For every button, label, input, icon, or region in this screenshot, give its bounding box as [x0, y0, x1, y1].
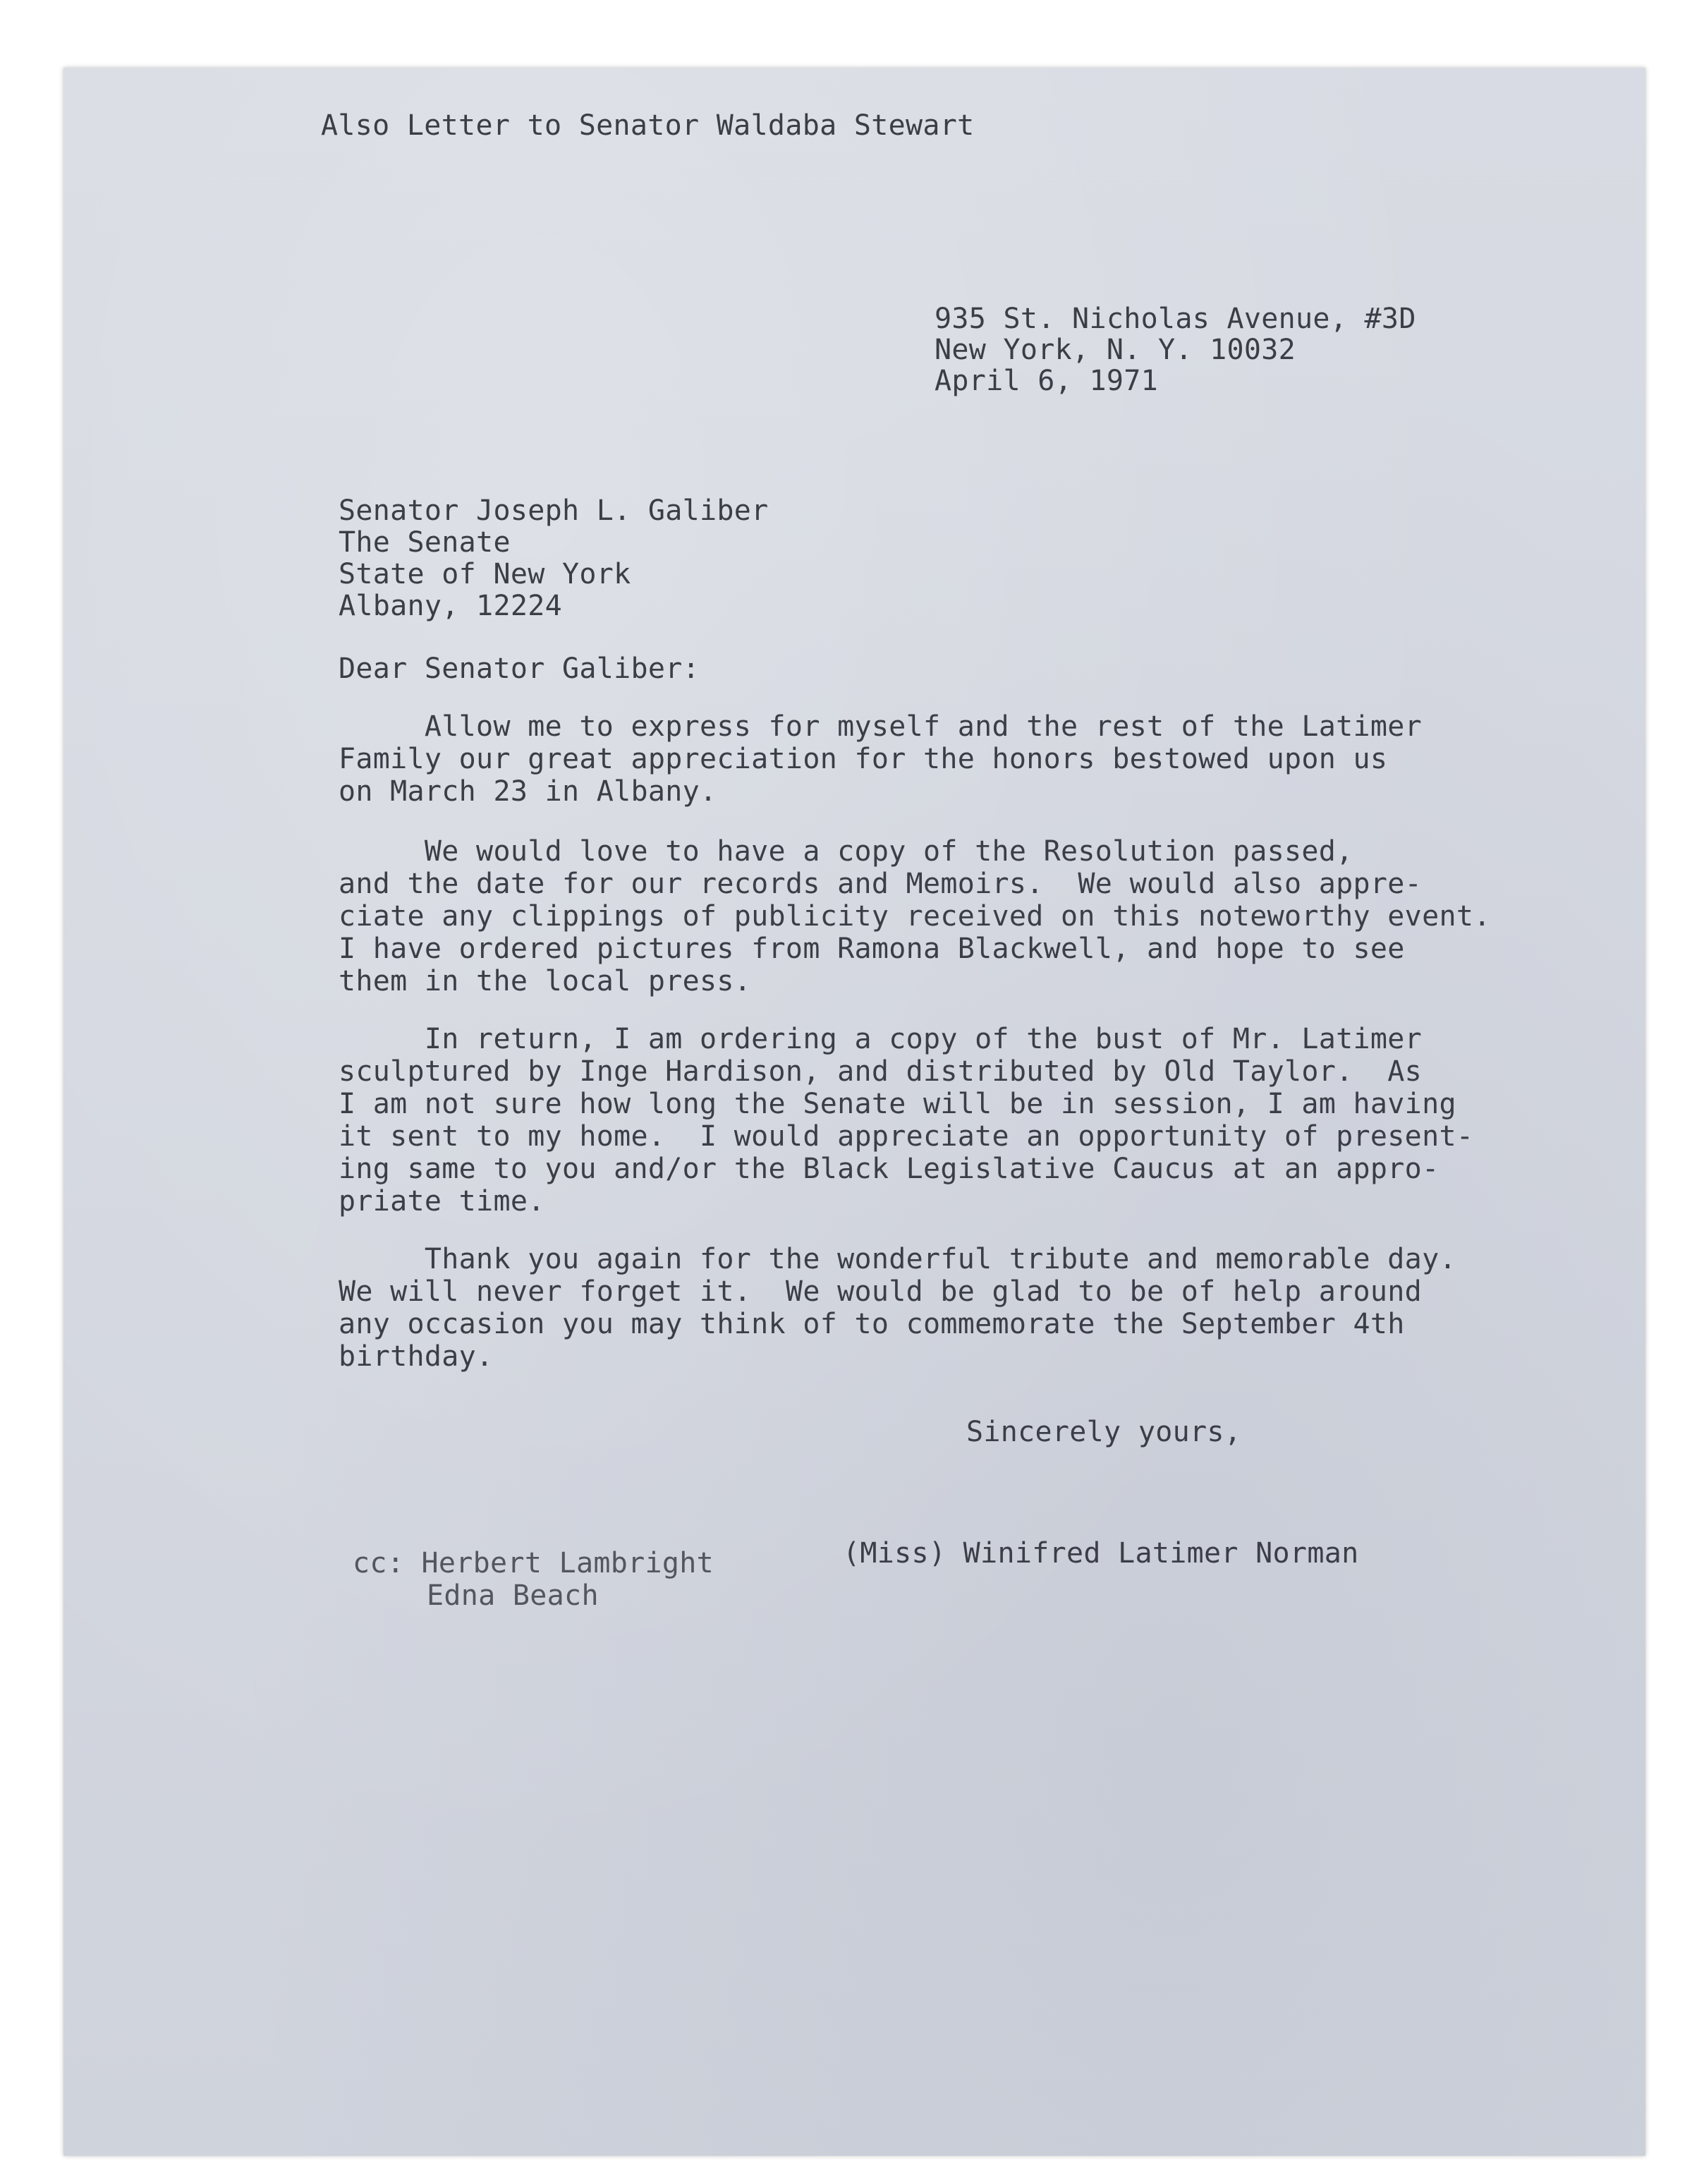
body-line: I have ordered pictures from Ramona Blackwell, and hope to see [339, 933, 1405, 965]
closing: Sincerely yours, [966, 1416, 1242, 1448]
cc-line-1: cc: Herbert Lambright [353, 1547, 714, 1579]
body-line: it sent to my home. I would appreciate an opportunity of present- [339, 1120, 1474, 1153]
sender-address-line-2: New York, N. Y. 10032 [935, 334, 1296, 366]
signature-name: (Miss) Winifred Latimer Norman [843, 1537, 1359, 1570]
recipient-line-2: The Senate [339, 526, 511, 559]
recipient-line-1: Senator Joseph L. Galiber [339, 495, 769, 527]
body-line: ing same to you and/or the Black Legislative Caucus at an appro- [339, 1153, 1440, 1185]
body-line: ciate any clippings of publicity received on this noteworthy event. [339, 900, 1491, 933]
body-line: Thank you again for the wonderful tribute and memorable day. [339, 1243, 1456, 1275]
recipient-line-4: Albany, 12224 [339, 590, 562, 622]
cc-line-2: Edna Beach [427, 1579, 599, 1612]
body-line: We will never forget it. We would be glad to be of help around [339, 1275, 1423, 1308]
body-line: Allow me to express for myself and the rest of the Latimer [339, 710, 1423, 743]
letter-date: April 6, 1971 [935, 365, 1158, 397]
body-line: birthday. [339, 1340, 494, 1373]
body-line: any occasion you may think of to commemorate the September 4th [339, 1308, 1405, 1340]
salutation: Dear Senator Galiber: [339, 653, 700, 685]
body-line: sculptured by Inge Hardison, and distributed by Old Taylor. As [339, 1055, 1423, 1088]
body-line: I am not sure how long the Senate will be in session, I am having [339, 1088, 1456, 1120]
body-line: Family our great appreciation for the honors bestowed upon us [339, 743, 1388, 775]
recipient-line-3: State of New York [339, 558, 631, 590]
body-line: on March 23 in Albany. [339, 775, 717, 808]
header-note: Also Letter to Senator Waldaba Stewart [321, 109, 975, 142]
body-line: and the date for our records and Memoirs. We would also appre- [339, 868, 1423, 900]
body-line: In return, I am ordering a copy of the bust of Mr. Latimer [339, 1023, 1423, 1055]
body-line: them in the local press. [339, 965, 752, 997]
sender-address-line-1: 935 St. Nicholas Avenue, #3D [935, 303, 1416, 335]
body-line: priate time. [339, 1185, 545, 1218]
body-line: We would love to have a copy of the Resolution passed, [339, 835, 1353, 868]
